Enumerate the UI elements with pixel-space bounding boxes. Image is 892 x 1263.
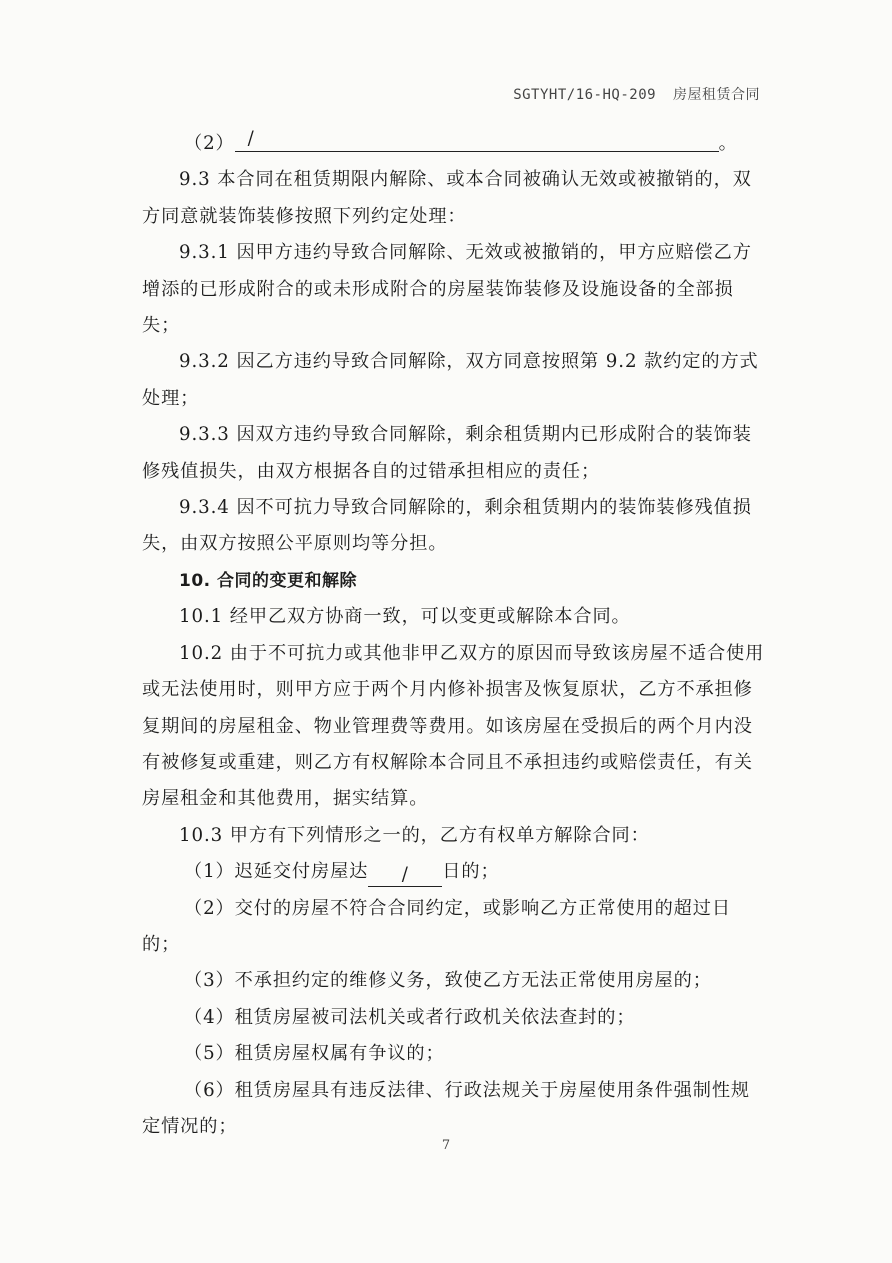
page-header [513, 84, 760, 104]
clause-10-1: 10.1 经甲乙双方协商一致，可以变更或解除本合同。 [179, 606, 631, 628]
clause-10-3-item-2: （2）交付的房屋不符合合同约定，或影响乙方正常使用的超过日的； [142, 897, 731, 955]
item-number: （2） [184, 133, 235, 154]
item-text: （1）迟延交付房屋达 [184, 861, 369, 883]
contract-body [142, 126, 767, 1145]
clause-9-3: 9.3 本合同在租赁期限内解除、或本合同被确认无效或被撤销的，双方同意就装饰装修按照下列约定处理： [142, 169, 752, 227]
blank-value: / [247, 128, 255, 149]
item-2-blank-line [142, 126, 767, 162]
clause-9-3-1: 9.3.1 因甲方违约导致合同解除、无效或被撤销的，甲方应赔偿乙方增添的已形成附合的或未形成附合的房屋装饰装修及设施设备的全部损失； [142, 242, 752, 337]
clause-10-3-item-6: （6）租赁房屋具有违反法律、行政法规关于房屋使用条件强制性规定情况的； [142, 1079, 751, 1137]
document-title: 房屋租赁合同 [673, 87, 760, 103]
clause-10-3-item-3: （3）不承担约定的维修义务，致使乙方无法正常使用房屋的； [184, 970, 712, 992]
page-number: 7 [441, 1138, 451, 1153]
fill-blank [235, 129, 719, 152]
clause-10-3: 10.3 甲方有下列情形之一的，乙方有权单方解除合同： [179, 824, 650, 846]
clause-10-2: 10.2 由于不可抗力或其他非甲乙双方的原因而导致该房屋不适合使用或无法使用时，则甲方应于两个月内修补损害及恢复原状，乙方不承担修复期间的房屋租金、物业管理费等费用。如该房屋在受损后的两个月内没有被修复或重建，则乙方有权解除本合同且不承担违约或赔偿责任，有关房屋租金和其他费用，据实结算。 [142, 642, 765, 810]
clause-10-3-item-4: （4）租赁房屋被司法机关或者行政机关依法查封的； [184, 1006, 636, 1028]
clause-9-3-4: 9.3.4 因不可抗力导致合同解除的，剩余租赁期内的装饰装修残值损失，由双方按照公平原则均等分担。 [142, 497, 752, 555]
item-text-end: 日的； [442, 861, 500, 883]
clause-10-3-item-1 [142, 854, 767, 890]
days-blank: / [368, 864, 442, 887]
clause-10-3-item-5: （5）租赁房屋权属有争议的； [184, 1043, 445, 1065]
document-code: SGTYHT/16-HQ-209 [513, 87, 657, 103]
period: 。 [718, 133, 738, 154]
section-10-heading: 10. 合同的变更和解除 [179, 570, 358, 591]
clause-9-3-2: 9.3.2 因乙方违约导致合同解除，双方同意按照第 9.2 款约定的方式处理； [142, 351, 759, 409]
clause-9-3-3: 9.3.3 因双方违约导致合同解除，剩余租赁期内已形成附合的装饰装修残值损失，由双方根据各自的过错承担相应的责任； [142, 424, 752, 482]
